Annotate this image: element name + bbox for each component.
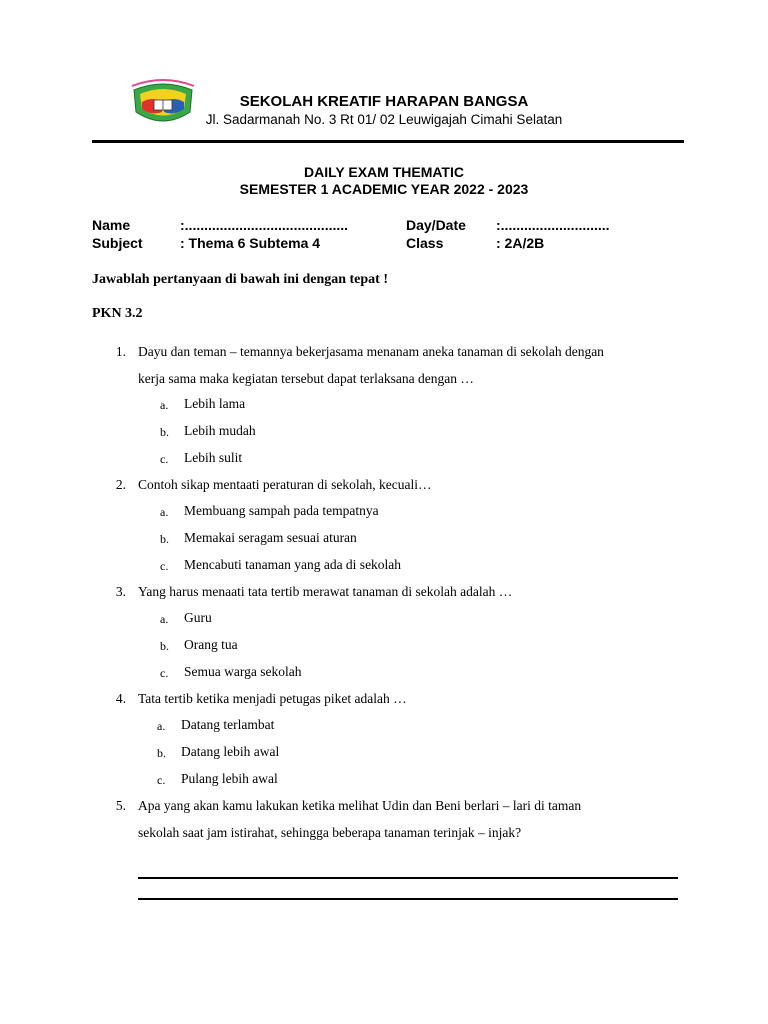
question-number: 4. (115, 691, 126, 706)
question-text: Yang harus menaati tata tertib merawat tanaman di sekolah adalah … (138, 584, 513, 599)
option-letter: b. (160, 532, 169, 546)
option-letter: b. (160, 639, 169, 653)
question-number: 2. (115, 477, 126, 492)
option-letter: c. (160, 452, 169, 466)
option-letter: a. (160, 398, 169, 412)
question-number: 1. (115, 344, 126, 359)
option-letter: a. (160, 612, 169, 626)
option-text: Mencabuti tanaman yang ada di sekolah (184, 557, 402, 572)
option-letter: b. (160, 425, 169, 439)
option-text: Datang lebih awal (181, 744, 280, 759)
option-text: Guru (184, 610, 212, 625)
subject-label: Subject (92, 235, 143, 251)
question-text: Apa yang akan kamu lakukan ketika melihat Udin dan Beni berlari – lari di taman (138, 798, 582, 813)
option-letter: b. (157, 746, 166, 760)
question-number: 5. (115, 798, 126, 813)
answer-line[interactable] (138, 898, 678, 900)
option-letter: a. (160, 505, 169, 519)
question-text-cont: kerja sama maka kegiatan tersebut dapat terlaksana dengan … (138, 371, 474, 386)
day-date-label: Day/Date (406, 217, 466, 233)
option-letter: c. (157, 773, 166, 787)
question-number: 3. (115, 584, 126, 599)
question-text: Dayu dan teman – temannya bekerjasama menanam aneka tanaman di sekolah dengan (138, 344, 604, 359)
section-title: PKN 3.2 (92, 306, 143, 321)
exam-semester: SEMESTER 1 ACADEMIC YEAR 2022 - 2023 (239, 181, 529, 197)
name-label: Name (92, 217, 131, 233)
subject-value: : Thema 6 Subtema 4 (180, 235, 321, 251)
exam-title: DAILY EXAM THEMATIC (304, 164, 464, 180)
option-text: Lebih sulit (184, 450, 243, 465)
option-text: Pulang lebih awal (181, 771, 278, 786)
option-letter: c. (160, 666, 169, 680)
answer-line[interactable] (138, 877, 678, 879)
school-address: Jl. Sadarmanah No. 3 Rt 01/ 02 Leuwigajah Cimahi Selatan (205, 112, 563, 127)
option-letter: a. (157, 719, 166, 733)
option-text: Lebih lama (184, 396, 246, 411)
school-name: SEKOLAH KREATIF HARAPAN BANGSA (239, 93, 529, 110)
day-date-field[interactable]: :............................ (496, 217, 610, 233)
option-text: Semua warga sekolah (184, 664, 302, 679)
option-text: Orang tua (184, 637, 238, 652)
option-text: Memakai seragam sesuai aturan (184, 530, 357, 545)
name-field[interactable]: :.......................................... (180, 217, 349, 233)
question-text: Contoh sikap mentaati peraturan di sekolah, kecuali… (138, 477, 432, 492)
option-text: Lebih mudah (184, 423, 256, 438)
instruction: Jawablah pertanyaan di bawah ini dengan tepat ! (92, 272, 389, 287)
class-label: Class (406, 235, 444, 251)
header-divider (92, 140, 684, 143)
option-text: Datang terlambat (181, 717, 275, 732)
class-value: : 2A/2B (496, 235, 545, 251)
option-text: Membuang sampah pada tempatnya (184, 503, 379, 518)
option-letter: c. (160, 559, 169, 573)
question-text: Tata tertib ketika menjadi petugas piket adalah … (138, 691, 407, 706)
question-text-cont: sekolah saat jam istirahat, sehingga beberapa tanaman terinjak – injak? (138, 825, 522, 840)
